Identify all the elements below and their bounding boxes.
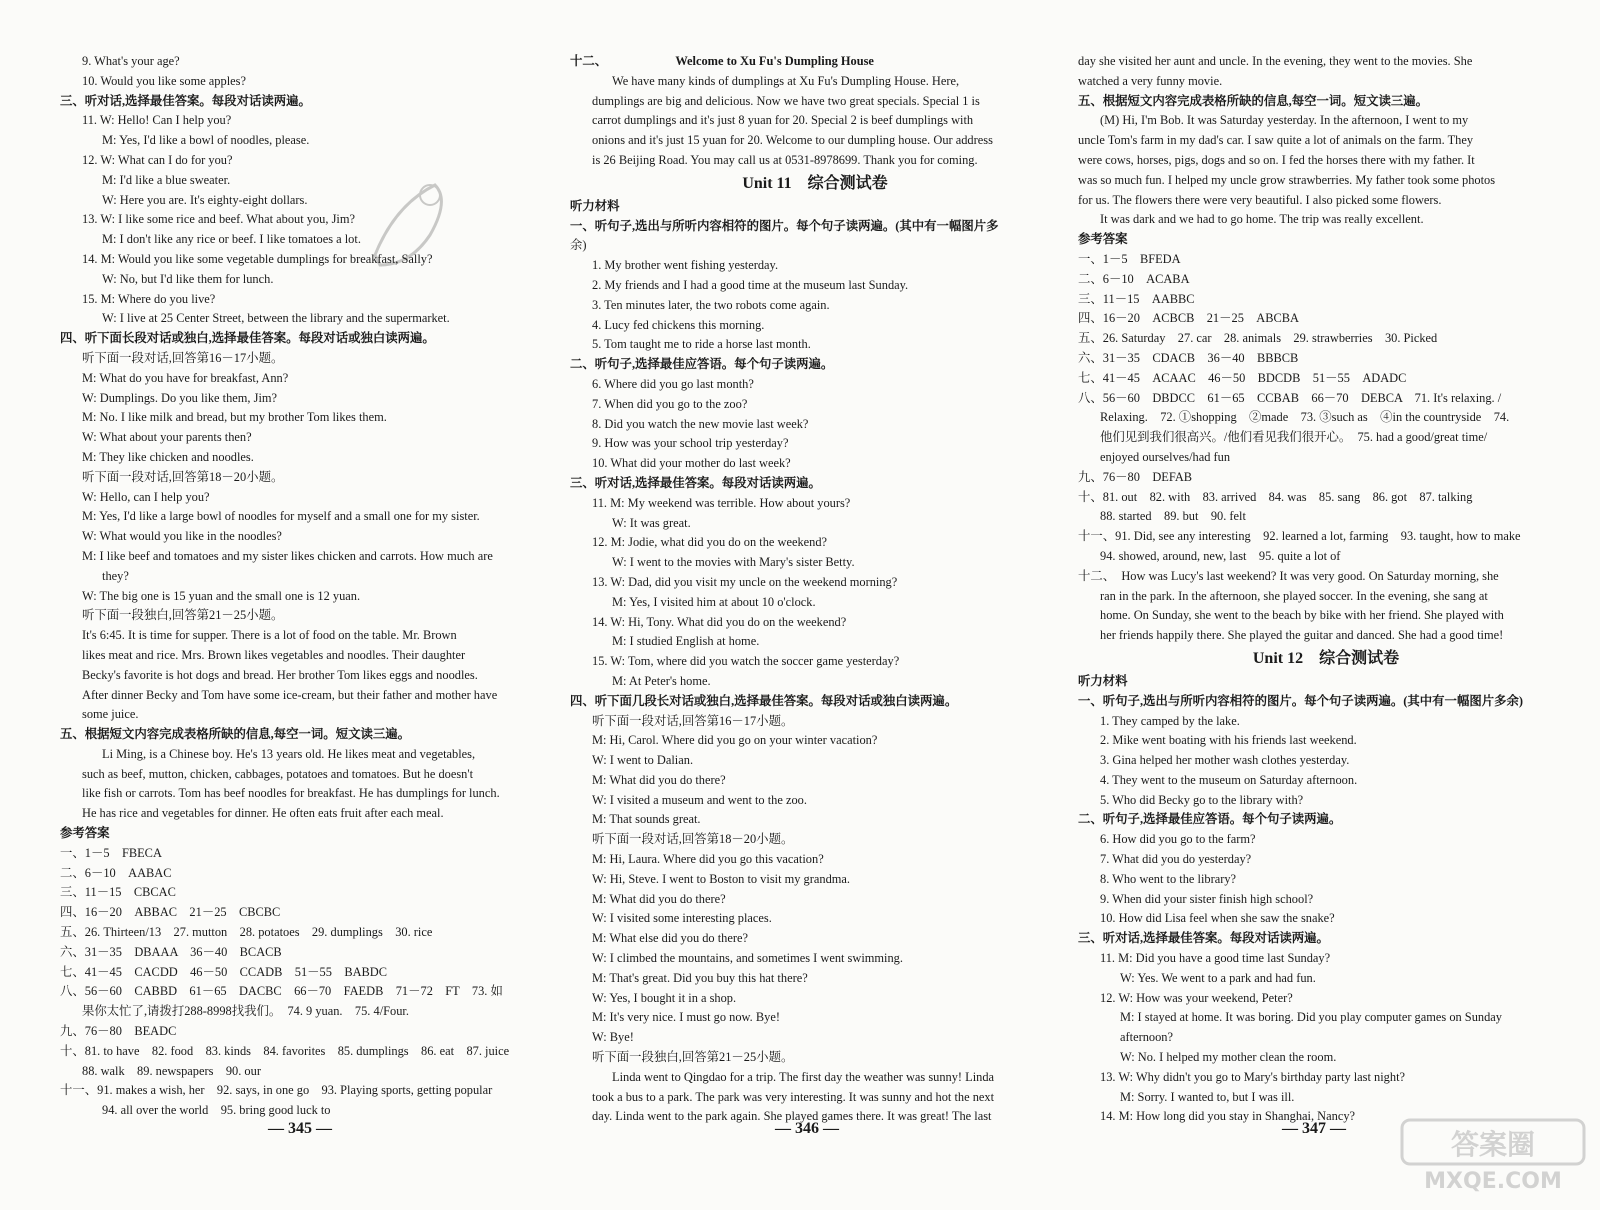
text-line: 12. M: Jodie, what did you do on the weekend? — [592, 535, 828, 550]
text-line: M: They like chicken and noodles. — [82, 449, 254, 464]
text-line: 听下面一段对话,回答第18－20小题。 — [82, 469, 284, 484]
page-345-column — [60, 52, 550, 1152]
mxqe-watermark-logo — [1398, 1116, 1588, 1196]
text-line: He has rice and vegetables for dinner. He often eats fruit after each meal. — [82, 806, 444, 821]
text-line: M: At Peter's home. — [612, 673, 711, 688]
text-line: 三、11－15 AABBC — [1078, 291, 1195, 306]
text-line: 13. W: I like some rice and beef. What about you, Jim? — [82, 212, 355, 227]
section-heading: 四、听下面几段长对话或独白,选择最佳答案。每段对话或独白读两遍。 — [570, 693, 958, 708]
text-line: 7. What did you do yesterday? — [1100, 852, 1252, 867]
text-line: 他们见到我们很高兴。/他们看见我们很开心。 75. had a good/great time/ — [1100, 430, 1488, 445]
text-line: W: Yes. We went to a park and had fun. — [1120, 970, 1316, 985]
text-line: M: What did you do there? — [592, 891, 726, 906]
text-line: W: Yes, I bought it in a shop. — [592, 990, 737, 1005]
text-line: 5. Who did Becky go to the library with? — [1100, 792, 1304, 807]
text-line: Becky's favorite is hot dogs and bread. Her brother Tom likes eggs and noodles. — [82, 667, 478, 682]
section-heading: 五、根据短文内容完成表格所缺的信息,每空一词。短文读三遍。 — [1078, 93, 1429, 108]
text-line: 15. M: Where do you live? — [82, 291, 216, 306]
text-line: 3. Ten minutes later, the two robots come again. — [592, 297, 830, 312]
text-line: 88. started 89. but 90. felt — [1100, 509, 1246, 524]
text-line: 9. What's your age? — [82, 54, 180, 68]
text-line: 11. M: Did you have a good time last Sunday? — [1100, 951, 1331, 966]
text-line: M: Yes, I'd like a large bowl of noodles for myself and a small one for my sister. — [82, 509, 480, 524]
text-line: 10. How did Lisa feel when she saw the snake? — [1100, 911, 1335, 926]
text-line: 三、11－15 CBCAC — [60, 885, 176, 900]
text-line: 9. How was your school trip yesterday? — [592, 436, 789, 451]
unit-title: Unit 11 综合测试卷 — [742, 174, 888, 192]
text-line: M: Yes, I'd like a bowl of noodles, please. — [102, 133, 310, 148]
section-heading: 一、听句子,选出与所听内容相符的图片。每个句子读两遍。(其中有一幅图片多 — [570, 218, 999, 233]
text-line: 12. W: What can I do for you? — [82, 152, 233, 167]
unit-title: Unit 12 综合测试卷 — [1252, 649, 1400, 667]
text-line: 余) — [570, 238, 587, 253]
text-line: 听下面一段独白,回答第21－25小题。 — [82, 608, 284, 623]
text-line: such as beef, mutton, chicken, cabbages, potatoes and tomatoes. But he doesn't — [82, 766, 474, 781]
text-line: 八、56－60 DBDCC 61－65 CCBAB 66－70 DEBCA 71. It's relaxing. / — [1078, 390, 1502, 405]
text-line: M: Hi, Laura. Where did you go this vacation? — [592, 852, 824, 867]
text-line: 94. all over the world 95. bring good luck to — [102, 1103, 331, 1118]
text-line: 12. W: How was your weekend, Peter? — [1100, 990, 1293, 1005]
text-line: 听下面一段对话,回答第16－17小题。 — [82, 350, 284, 365]
text-line: 1. They camped by the lake. — [1100, 713, 1240, 728]
text-line: dumplings are big and delicious. Now we have two great specials. Special 1 is — [592, 93, 980, 108]
text-line: W: I visited some interesting places. — [592, 911, 772, 926]
text-line: M: It's very nice. I must go now. Bye! — [592, 1010, 780, 1025]
text-line: M: I like beef and tomatoes and my sister likes chicken and carrots. How much are — [82, 548, 493, 563]
text-line: 十一、91. makes a wish, her 92. says, in one go 93. Playing sports, getting popular — [60, 1083, 493, 1098]
text-line: 6. How did you go to the farm? — [1100, 832, 1256, 847]
page-number: — 346 — — [775, 1120, 839, 1137]
text-line: 9. When did your sister finish high school? — [1100, 891, 1314, 906]
text-line: 5. Tom taught me to ride a horse last month. — [592, 337, 811, 352]
text-line: is 26 Beijing Road. You may call us at 0531-8978699. Thank you for coming. — [592, 152, 978, 167]
text-line: W: Dumplings. Do you like them, Jim? — [82, 390, 278, 405]
text-line: (M) Hi, I'm Bob. It was Saturday yesterday. In the afternoon, I went to my — [1100, 113, 1469, 128]
text-line: were cows, horses, pigs, dogs and so on. I fed the horses there with my father. It — [1078, 152, 1475, 167]
text-line: watched a very funny movie. — [1078, 73, 1223, 88]
watermark-text: MXQE.COM — [1424, 1169, 1562, 1194]
text-line: ran in the park. In the afternoon, she played soccer. In the evening, she sang at — [1100, 588, 1488, 603]
text-line: day she visited her aunt and uncle. In the evening, they went to the movies. She — [1078, 54, 1473, 68]
text-line: they? — [102, 568, 129, 583]
text-line: M: I studied English at home. — [612, 634, 760, 649]
text-line: M: Sorry. I wanted to, but I was ill. — [1120, 1089, 1295, 1104]
text-line: 六、31－35 CDACB 36－40 BBBCB — [1078, 350, 1299, 365]
page-347-column — [1078, 52, 1574, 1152]
text-line: W: Bye! — [592, 1030, 634, 1045]
text-line: 14. W: Hi, Tony. What did you do on the weekend? — [592, 614, 847, 629]
text-line: 11. M: My weekend was terrible. How about yours? — [592, 495, 851, 510]
subsection-heading: 听力材料 — [1078, 673, 1128, 688]
text-line: was so much fun. I helped my uncle grow strawberries. My father took some photos — [1078, 172, 1496, 187]
section-heading: 二、听句子,选择最佳应答语。每个句子读两遍。 — [1078, 812, 1342, 827]
faint-stamp-drawing — [355, 165, 465, 285]
text-line: for us. The flowers there were very beautiful. I also picked some flowers. — [1078, 192, 1442, 207]
text-line: W: I climbed the mountains, and sometimes I went swimming. — [592, 951, 903, 966]
section-heading: 二、听句子,选择最佳应答语。每个句子读两遍。 — [570, 357, 834, 372]
text-line: 88. walk 89. newspapers 90. our — [82, 1063, 261, 1078]
text-line: W: I visited a museum and went to the zoo. — [592, 792, 807, 807]
text-line: W: It was great. — [612, 515, 691, 530]
text-line: W: No, but I'd like them for lunch. — [102, 271, 274, 286]
text-line: 五、26. Thirteen/13 27. mutton 28. potatoes 29. dumplings 30. rice — [60, 925, 433, 940]
section-heading: 一、听句子,选出与所听内容相符的图片。每个句子读两遍。(其中有一幅图片多余) — [1078, 693, 1524, 708]
text-line: likes meat and rice. Mrs. Brown likes vegetables and noodles. Their daughter — [82, 647, 466, 662]
text-line: 四、16－20 ACBCB 21－25 ABCBA — [1078, 311, 1299, 326]
text-line: 4. Lucy fed chickens this morning. — [592, 317, 765, 332]
text-line: 10. Would you like some apples? — [82, 73, 246, 88]
text-line: M: That sounds great. — [592, 812, 701, 827]
text-line: 十、81. out 82. with 83. arrived 84. was 85. sang 86. got 87. talking — [1078, 489, 1473, 504]
text-line: M: No. I like milk and bread, but my brother Tom likes them. — [82, 410, 387, 425]
text-line: It's 6:45. It is time for supper. There is a lot of food on the table. Mr. Brown — [82, 628, 457, 643]
text-line: 听下面一段独白,回答第21－25小题。 — [592, 1050, 794, 1065]
text-line: 十一、91. Did, see any interesting 92. learned a lot, farming 93. taught, how to make — [1078, 529, 1521, 544]
text-line: 15. W: Tom, where did you watch the soccer game yesterday? — [592, 654, 900, 669]
text-line: 二、6－10 ACABA — [1078, 271, 1190, 286]
text-line: 14. M: How long did you stay in Shanghai, Nancy? — [1100, 1109, 1356, 1124]
text-line: W: What would you like in the noodles? — [82, 529, 282, 544]
svg-text:答案圈: 答案圈 — [1450, 1128, 1536, 1161]
subsection-heading: 参考答案 — [60, 826, 110, 841]
section-heading: 三、听对话,选择最佳答案。每段对话读两遍。 — [570, 475, 821, 490]
text-line: M: What else did you do there? — [592, 931, 748, 946]
text-line: carrot dumplings and it's just 8 yuan for 20. Special 2 is beef dumplings with — [592, 113, 974, 128]
text-line: 94. showed, around, new, last 95. quite a lot of — [1100, 548, 1341, 563]
text-line: M: What did you do there? — [592, 772, 726, 787]
text-line: some juice. — [82, 707, 139, 722]
text-line: 10. What did your mother do last week? — [592, 456, 791, 471]
text-line: W: Here you are. It's eighty-eight dollars. — [102, 192, 308, 207]
text-line: afternoon? — [1120, 1030, 1173, 1045]
text-line: 2. Mike went boating with his friends last weekend. — [1100, 733, 1357, 748]
text-line: M: That's great. Did you buy this hat there? — [592, 970, 808, 985]
text-line: 九、76－80 DEFAB — [1078, 469, 1193, 484]
text-line: W: The big one is 15 yuan and the small one is 12 yuan. — [82, 588, 361, 603]
text-line: Relaxing. 72. ①shopping ②made 73. ③such as ④in the countryside 74. — [1100, 410, 1510, 425]
text-line: 14. M: Would you like some vegetable dumplings for breakfast, Sally? — [82, 251, 433, 266]
text-line: 1. My brother went fishing yesterday. — [592, 258, 779, 273]
section-heading: 十二、 Welcome to Xu Fu's Dumpling House — [570, 54, 874, 68]
text-line: W: I went to the movies with Mary's sister Betty. — [612, 555, 855, 570]
text-line: enjoyed ourselves/had fun — [1100, 449, 1231, 464]
text-line: her friends happily there. She played the guitar and danced. She had a good time! — [1100, 628, 1504, 643]
text-line: 九、76－80 BEADC — [60, 1024, 177, 1039]
text-line: 二、6－10 AABAC — [60, 865, 172, 880]
text-line: 13. W: Why didn't you go to Mary's birthday party last night? — [1100, 1069, 1406, 1084]
text-line: 13. W: Dad, did you visit my uncle on the weekend morning? — [592, 574, 898, 589]
subsection-heading: 听力材料 — [570, 198, 620, 213]
text-line: 七、41－45 CACDD 46－50 CCADB 51－55 BABDC — [60, 964, 388, 979]
text-line: 四、16－20 ABBAC 21－25 CBCBC — [60, 905, 281, 920]
section-heading: 五、根据短文内容完成表格所缺的信息,每空一词。短文读三遍。 — [60, 727, 411, 742]
text-line: Li Ming, is a Chinese boy. He's 13 years old. He likes meat and vegetables, — [102, 746, 476, 761]
text-line: Linda went to Qingdao for a trip. The first day the weather was sunny! Linda — [612, 1069, 995, 1084]
text-line: W: What about your parents then? — [82, 430, 252, 445]
subsection-heading: 参考答案 — [1078, 232, 1128, 247]
text-line: M: Hi, Carol. Where did you go on your winter vacation? — [592, 733, 878, 748]
text-line: M: Yes, I visited him at about 10 o'clock. — [612, 594, 816, 609]
text-line: M: I stayed at home. It was boring. Did you play computer games on Sunday — [1120, 1010, 1502, 1025]
page-number: — 347 — — [1282, 1120, 1346, 1137]
text-line: M: I'd like a blue sweater. — [102, 172, 231, 187]
text-line: 4. They went to the museum on Saturday afternoon. — [1100, 772, 1358, 787]
text-line: 3. Gina helped her mother wash clothes yesterday. — [1100, 753, 1350, 768]
section-heading: 三、听对话,选择最佳答案。每段对话读两遍。 — [1078, 931, 1329, 946]
text-line: W: No. I helped my mother clean the room. — [1120, 1050, 1337, 1065]
text-line: like fish or carrots. Tom has beef noodles for breakfast. He has dumplings for lunch. — [82, 786, 500, 801]
text-line: W: Hello, can I help you? — [82, 489, 210, 504]
text-line: took a bus to a park. The park was very interesting. It was sunny and hot the next — [592, 1089, 995, 1104]
text-line: 果你太忙了,请拨打288-8998找我们。 74. 9 yuan. 75. 4/Four. — [82, 1004, 409, 1019]
text-line: W: I live at 25 Center Street, between the library and the supermarket. — [102, 311, 450, 326]
text-line: M: What do you have for breakfast, Ann? — [82, 370, 289, 385]
text-line: M: I don't like any rice or beef. I like tomatoes a lot. — [102, 232, 361, 247]
text-line: 11. W: Hello! Can I help you? — [82, 113, 232, 128]
text-line: 一、1－5 FBECA — [60, 845, 162, 860]
section-heading: 三、听对话,选择最佳答案。每段对话读两遍。 — [60, 93, 311, 108]
text-line: After dinner Becky and Tom have some ice-cream, but their father and mother have — [82, 687, 498, 702]
text-line: W: Hi, Steve. I went to Boston to visit my grandma. — [592, 871, 850, 886]
text-line: 6. Where did you go last month? — [592, 376, 754, 391]
page-number: — 345 — — [268, 1120, 332, 1137]
text-line: 十二、 How was Lucy's last weekend? It was very good. On Saturday morning, she — [1078, 568, 1499, 583]
text-line: It was dark and we had to go home. The trip was really excellent. — [1100, 212, 1424, 227]
text-line: 8. Who went to the library? — [1100, 871, 1237, 886]
text-line: 一、1－5 BFEDA — [1078, 251, 1181, 266]
text-line: home. On Sunday, she went to the beach by bike with her friend. She played with — [1100, 608, 1504, 623]
text-line: day. Linda went to the park again. She played games there. It was great! The last — [592, 1109, 992, 1124]
text-line: 七、41－45 ACAAC 46－50 BDCDB 51－55 ADADC — [1078, 370, 1407, 385]
text-line: 7. When did you go to the zoo? — [592, 396, 748, 411]
text-line: 听下面一段对话,回答第16－17小题。 — [592, 713, 794, 728]
text-line: 8. Did you watch the new movie last week? — [592, 416, 809, 431]
text-line: onions and it's just 15 yuan for 20. Welcome to our dumpling house. Our address — [592, 133, 993, 148]
text-line: uncle Tom's farm in my dad's car. I saw quite a lot of animals on the farm. They — [1078, 133, 1474, 148]
text-line: 2. My friends and I had a good time at the museum last Sunday. — [592, 277, 909, 292]
section-heading: 四、听下面长段对话或独白,选择最佳答案。每段对话或独白读两遍。 — [60, 331, 435, 346]
text-line: 六、31－35 DBAAA 36－40 BCACB — [60, 944, 282, 959]
text-line: 十、81. to have 82. food 83. kinds 84. favorites 85. dumplings 86. eat 87. juice — [60, 1043, 510, 1058]
text-line: We have many kinds of dumplings at Xu Fu's Dumpling House. Here, — [612, 73, 960, 88]
page-346-column — [570, 52, 1060, 1152]
text-line: 八、56－60 CABBD 61－65 DACBC 66－70 FAEDB 71－72 FT 73. 如 — [60, 984, 503, 999]
text-line: 五、26. Saturday 27. car 28. animals 29. strawberries 30. Picked — [1078, 331, 1438, 346]
text-line: W: I went to Dalian. — [592, 753, 694, 768]
text-line: 听下面一段对话,回答第18－20小题。 — [592, 832, 794, 847]
